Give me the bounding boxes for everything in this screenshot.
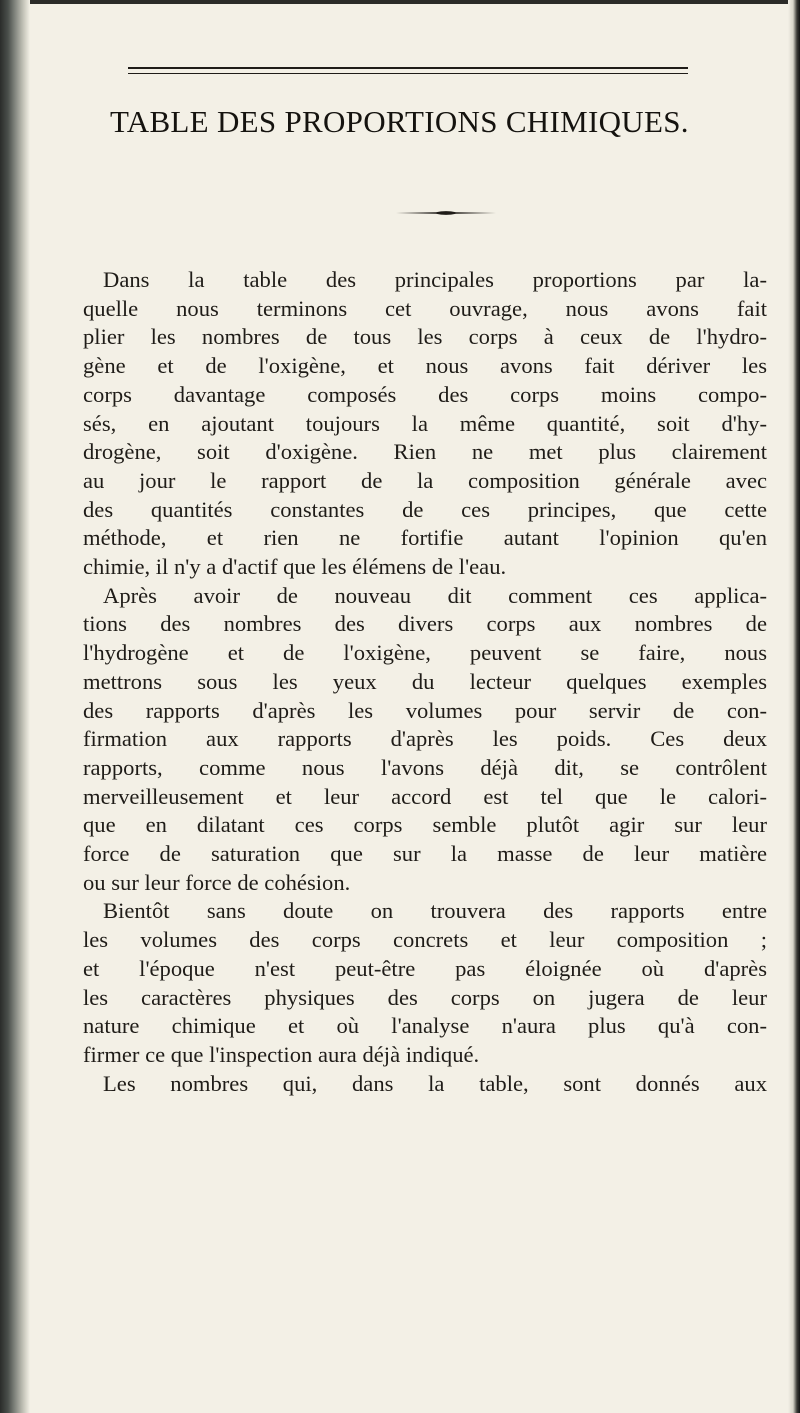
text-line: méthode, et rien ne fortifie autant l'opinion qu'en <box>83 525 767 551</box>
text-line: des rapports d'après les volumes pour servir de con- <box>83 697 767 723</box>
text-line: rapports, comme nous l'avons déjà dit, se contrôlent <box>83 754 767 780</box>
header-rule-bottom <box>128 73 688 74</box>
text-line: et l'époque n'est peut-être pas éloignée où d'après <box>83 955 767 981</box>
text-line: plier les nombres de tous les corps à ceux de l'hydro- <box>83 324 767 350</box>
ornament-divider <box>396 210 496 216</box>
text-line: Dans la table des principales proportions par la- <box>103 267 767 292</box>
text-line: firmation aux rapports d'après les poids. Ces deux <box>83 726 767 752</box>
text-line: Les nombres qui, dans la table, sont donnés aux <box>103 1070 767 1096</box>
header-rule-top <box>128 67 688 69</box>
text-line: Bientôt sans doute on trouvera des rapports entre <box>103 898 767 924</box>
body-text <box>83 266 767 1098</box>
text-line: ou sur leur force de cohésion. <box>83 869 351 895</box>
binding-gutter <box>0 0 30 1413</box>
text-line: quelle nous terminons cet ouvrage, nous avons fait <box>83 295 767 321</box>
text-line: drogène, soit d'oxigène. Rien ne met plus clairement <box>83 439 767 465</box>
text-line: chimie, il n'y a d'actif que les élémens de l'eau. <box>83 554 507 580</box>
text-line: gène et de l'oxigène, et nous avons fait dériver les <box>83 353 767 379</box>
text-line: l'hydrogène et de l'oxigène, peuvent se faire, nous <box>83 640 767 666</box>
text-line: les volumes des corps concrets et leur composition ; <box>83 927 767 953</box>
text-line: les caractères physiques des corps on jugera de leur <box>83 984 767 1010</box>
text-line: force de saturation que sur la masse de leur matière <box>83 841 767 867</box>
page-edge <box>788 0 800 1413</box>
top-border <box>30 0 788 4</box>
text-line: des quantités constantes de ces principes, que cette <box>83 496 767 522</box>
text-line: tions des nombres des divers corps aux nombres de <box>83 611 767 637</box>
page-title: TABLE DES PROPORTIONS CHIMIQUES. <box>110 104 689 139</box>
text-line: nature chimique et où l'analyse n'aura plus qu'à con- <box>83 1013 767 1039</box>
text-line: merveilleusement et leur accord est tel que le calori- <box>83 783 767 809</box>
text-line: au jour le rapport de la composition générale avec <box>83 467 767 493</box>
text-line: sés, en ajoutant toujours la même quantité, soit d'hy- <box>83 410 767 436</box>
text-line: corps davantage composés des corps moins compo- <box>83 381 767 407</box>
text-line: que en dilatant ces corps semble plutôt agir sur leur <box>83 812 767 838</box>
text-line: firmer ce que l'inspection aura déjà indiqué. <box>83 1041 480 1067</box>
text-line: Après avoir de nouveau dit comment ces applica- <box>103 582 767 608</box>
text-line: mettrons sous les yeux du lecteur quelques exemples <box>83 668 767 694</box>
